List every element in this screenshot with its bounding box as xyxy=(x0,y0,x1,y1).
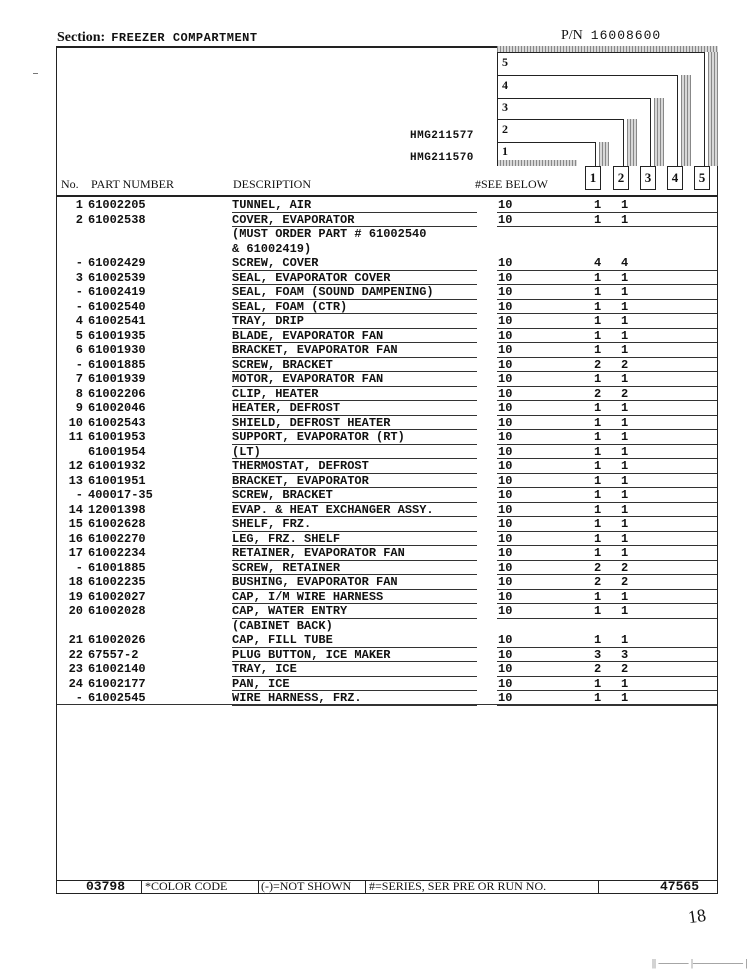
step-label-5: 5 xyxy=(502,55,508,69)
series-box-5: 5 xyxy=(694,166,710,190)
table-row xyxy=(57,517,717,532)
series: 10 xyxy=(498,444,513,459)
part-number: 61002545 xyxy=(88,691,146,705)
quantity-model-1: 1 xyxy=(594,546,602,560)
description: BLADE, EVAPORATOR FAN xyxy=(232,328,384,343)
table-row xyxy=(57,575,717,590)
table-row xyxy=(57,198,717,213)
table-row xyxy=(57,227,717,242)
quantity-model-2: 2 xyxy=(621,386,629,401)
part-number: 61002270 xyxy=(88,531,146,546)
table-row xyxy=(57,604,717,619)
quantity-model-1: 1 xyxy=(594,430,602,444)
table-row xyxy=(57,488,717,503)
series: 10 xyxy=(498,546,513,560)
quantity-model-2: 1 xyxy=(621,343,629,357)
table-row xyxy=(57,633,717,648)
item-number: 2 xyxy=(75,212,83,227)
series: 10 xyxy=(498,198,513,212)
part-number: 61002177 xyxy=(88,676,146,691)
quantity-model-2: 1 xyxy=(621,198,629,212)
quantity-model-1: 1 xyxy=(594,444,602,459)
description: EVAP. & HEAT EXCHANGER ASSY. xyxy=(232,502,434,517)
footer-divider xyxy=(258,880,259,894)
quantity-model-1: 3 xyxy=(594,647,602,662)
item-number: - xyxy=(75,256,83,270)
description: PLUG BUTTON, ICE MAKER xyxy=(232,647,391,662)
table-end-rule xyxy=(57,704,717,705)
table-row xyxy=(57,401,717,416)
part-number: 61001953 xyxy=(88,430,146,444)
table-row xyxy=(57,459,717,474)
part-number: 61001939 xyxy=(88,372,146,386)
item-number: 7 xyxy=(75,372,83,386)
quantity-model-1: 1 xyxy=(594,198,602,212)
description: CAP, FILL TUBE xyxy=(232,633,333,647)
item-number: 17 xyxy=(68,546,83,560)
table-row xyxy=(57,430,717,445)
quantity-model-1: 1 xyxy=(594,604,602,618)
item-number: 10 xyxy=(68,415,83,430)
part-number: 61001930 xyxy=(88,343,146,357)
series: 10 xyxy=(498,415,513,430)
series: 10 xyxy=(498,662,513,676)
quantity-model-1: 1 xyxy=(594,459,602,473)
description: (LT) xyxy=(232,444,261,459)
series: 10 xyxy=(498,647,513,662)
quantity-model-1: 1 xyxy=(594,270,602,285)
table-row xyxy=(57,256,717,271)
description: MOTOR, EVAPORATOR FAN xyxy=(232,372,384,386)
item-number: 12 xyxy=(68,459,83,473)
part-number: 61001885 xyxy=(88,357,146,372)
series: 10 xyxy=(498,459,513,473)
column-header-part-number: PART NUMBER xyxy=(91,177,174,191)
description: LEG, FRZ. SHELF xyxy=(232,531,341,546)
description: SEAL, FOAM (SOUND DAMPENING) xyxy=(232,285,434,299)
series: 10 xyxy=(498,299,513,314)
series: 10 xyxy=(498,430,513,444)
description: & 61002419) xyxy=(232,241,312,256)
series: 10 xyxy=(498,212,513,227)
item-number: - xyxy=(75,691,83,705)
part-number: 61002234 xyxy=(88,546,146,560)
quantity-model-2: 1 xyxy=(621,299,629,314)
part-number: 61002235 xyxy=(88,575,146,589)
quantity-model-1: 1 xyxy=(594,415,602,430)
part-number: 61002541 xyxy=(88,314,146,328)
description: SCREW, COVER xyxy=(232,256,319,270)
footer-date-code: 03798 xyxy=(86,879,126,894)
table-row xyxy=(57,372,717,387)
quantity-model-2: 2 xyxy=(621,357,629,372)
part-number: 61002205 xyxy=(88,198,146,212)
item-number: 8 xyxy=(75,386,83,401)
part-number: 61001885 xyxy=(88,560,146,575)
quantity-model-2: 4 xyxy=(621,256,629,270)
part-number: 61002628 xyxy=(88,517,146,531)
quantity-model-2: 1 xyxy=(621,270,629,285)
quantity-model-1: 2 xyxy=(594,386,602,401)
item-number: 16 xyxy=(68,531,83,546)
quantity-model-1: 1 xyxy=(594,517,602,531)
quantity-model-2: 1 xyxy=(621,488,629,502)
part-number: 12001398 xyxy=(88,502,146,517)
table-row xyxy=(57,387,717,402)
item-number: - xyxy=(75,299,83,314)
item-number: 6 xyxy=(75,343,83,357)
quantity-model-1: 1 xyxy=(594,473,602,488)
series: 10 xyxy=(498,386,513,401)
table-row xyxy=(57,619,717,634)
footer-divider xyxy=(141,880,142,894)
item-number: 22 xyxy=(68,647,83,662)
quantity-model-2: 1 xyxy=(621,459,629,473)
description: BUSHING, EVAPORATOR FAN xyxy=(232,575,398,589)
quantity-model-1: 1 xyxy=(594,299,602,314)
quantity-model-1: 2 xyxy=(594,575,602,589)
item-number: 20 xyxy=(68,604,83,618)
quantity-model-2: 1 xyxy=(621,546,629,560)
table-row xyxy=(57,546,717,561)
scan-edge-marks: || ——— |————— | xyxy=(652,958,748,969)
part-number: 61002429 xyxy=(88,256,146,270)
series: 10 xyxy=(498,517,513,531)
quantity-model-1: 1 xyxy=(594,328,602,343)
description: TRAY, DRIP xyxy=(232,314,305,328)
quantity-model-1: 2 xyxy=(594,662,602,676)
item-number: 23 xyxy=(68,662,83,676)
part-number: 61001951 xyxy=(88,473,146,488)
quantity-model-2: 1 xyxy=(621,328,629,343)
series: 10 xyxy=(498,560,513,575)
table-row xyxy=(57,532,717,547)
table-row xyxy=(57,300,717,315)
quantity-model-2: 1 xyxy=(621,604,629,618)
item-number: - xyxy=(75,285,83,299)
handwritten-page-number: 18 xyxy=(686,904,708,928)
step-label-2: 2 xyxy=(502,122,508,136)
quantity-model-2: 1 xyxy=(621,430,629,444)
description: TUNNEL, AIR xyxy=(232,198,312,212)
quantity-model-2: 2 xyxy=(621,575,629,589)
series: 10 xyxy=(498,270,513,285)
quantity-model-1: 1 xyxy=(594,691,602,705)
series: 10 xyxy=(498,488,513,502)
model-label-2: HMG211570 xyxy=(410,152,474,164)
quantity-model-1: 1 xyxy=(594,531,602,546)
footer-series-note: #=SERIES, SER PRE OR RUN NO. xyxy=(369,879,547,893)
part-number: 61002539 xyxy=(88,270,146,285)
part-number: 61002140 xyxy=(88,662,146,676)
description: SHIELD, DEFROST HEATER xyxy=(232,415,391,430)
description: PAN, ICE xyxy=(232,676,290,691)
quantity-model-1: 4 xyxy=(594,256,602,270)
item-number: 18 xyxy=(68,575,83,589)
table-row xyxy=(57,358,717,373)
step-label-3: 3 xyxy=(502,100,508,114)
item-number: - xyxy=(75,357,83,372)
item-number: 9 xyxy=(75,401,83,415)
series: 10 xyxy=(498,473,513,488)
part-number: 400017-35 xyxy=(88,488,153,502)
table-row xyxy=(57,561,717,576)
table-row xyxy=(57,416,717,431)
item-number: 11 xyxy=(68,430,83,444)
table-row xyxy=(57,329,717,344)
section-label: Section: xyxy=(57,30,106,45)
part-number: 61002419 xyxy=(88,285,146,299)
description: RETAINER, EVAPORATOR FAN xyxy=(232,546,405,560)
part-number: 61002538 xyxy=(88,212,146,227)
quantity-model-2: 1 xyxy=(621,314,629,328)
quantity-model-1: 1 xyxy=(594,502,602,517)
part-number: 61002543 xyxy=(88,415,146,430)
description: SCREW, RETAINER xyxy=(232,560,341,575)
column-header-no: No. xyxy=(61,177,79,191)
column-header-series: #SEE BELOW xyxy=(475,177,548,191)
pn-value: 16008600 xyxy=(590,28,662,43)
quantity-model-1: 1 xyxy=(594,212,602,227)
quantity-model-2: 1 xyxy=(621,401,629,415)
description: SCREW, BRACKET xyxy=(232,488,333,502)
description: BRACKET, EVAPORATOR FAN xyxy=(232,343,398,357)
quantity-model-1: 1 xyxy=(594,633,602,647)
description: CLIP, HEATER xyxy=(232,386,319,401)
footer-document-number: 47565 xyxy=(660,879,700,894)
series: 10 xyxy=(498,343,513,357)
quantity-model-2: 1 xyxy=(621,633,629,647)
series: 10 xyxy=(498,531,513,546)
quantity-model-2: 1 xyxy=(621,517,629,531)
series: 10 xyxy=(498,502,513,517)
series: 10 xyxy=(498,633,513,647)
series: 10 xyxy=(498,604,513,618)
quantity-model-2: 1 xyxy=(621,589,629,604)
quantity-model-1: 1 xyxy=(594,343,602,357)
section-heading xyxy=(57,30,258,46)
series-box-4: 4 xyxy=(667,166,683,190)
series: 10 xyxy=(498,256,513,270)
description: COVER, EVAPORATOR xyxy=(232,212,355,227)
quantity-model-1: 1 xyxy=(594,488,602,502)
series-box-1: 1 xyxy=(585,166,601,190)
table-row xyxy=(57,662,717,677)
item-number: 15 xyxy=(68,517,83,531)
table-row xyxy=(57,213,717,228)
table-row xyxy=(57,677,717,692)
section-value: FREEZER COMPARTMENT xyxy=(111,31,258,45)
description: CAP, I/M WIRE HARNESS xyxy=(232,589,384,604)
part-number: 67557-2 xyxy=(88,647,139,662)
quantity-model-2: 2 xyxy=(621,662,629,676)
table-row xyxy=(57,285,717,300)
part-number: 61001954 xyxy=(88,444,146,459)
table-row xyxy=(57,343,717,358)
description: (CABINET BACK) xyxy=(232,618,333,633)
parts-table xyxy=(57,198,717,706)
description: HEATER, DEFROST xyxy=(232,401,341,415)
part-number-heading xyxy=(561,28,661,44)
quantity-model-1: 1 xyxy=(594,372,602,386)
item-number: 3 xyxy=(75,270,83,285)
item-number: 21 xyxy=(68,633,83,647)
series: 10 xyxy=(498,691,513,705)
quantity-model-2: 1 xyxy=(621,691,629,705)
table-row xyxy=(57,271,717,286)
series: 10 xyxy=(498,328,513,343)
description: SCREW, BRACKET xyxy=(232,357,333,372)
quantity-model-2: 1 xyxy=(621,372,629,386)
table-row xyxy=(57,474,717,489)
series-step-1 xyxy=(497,142,596,166)
series: 10 xyxy=(498,676,513,691)
pn-label: P/N xyxy=(561,28,583,43)
description: CAP, WATER ENTRY xyxy=(232,604,348,618)
series-box-2: 2 xyxy=(613,166,629,190)
part-number: 61002026 xyxy=(88,633,146,647)
table-row xyxy=(57,503,717,518)
quantity-model-2: 1 xyxy=(621,531,629,546)
series-box-3: 3 xyxy=(640,166,656,190)
item-number: 5 xyxy=(75,328,83,343)
description: TRAY, ICE xyxy=(232,662,297,676)
description: SHELF, FRZ. xyxy=(232,517,312,531)
column-header-description: DESCRIPTION xyxy=(233,177,312,191)
item-number: 4 xyxy=(75,314,83,328)
table-row xyxy=(57,648,717,663)
part-number: 61002046 xyxy=(88,401,146,415)
item-number: 24 xyxy=(68,676,83,691)
item-number: 13 xyxy=(68,473,83,488)
quantity-model-2: 1 xyxy=(621,502,629,517)
footer-divider xyxy=(365,880,366,894)
table-row xyxy=(57,242,717,257)
quantity-model-2: 1 xyxy=(621,212,629,227)
quantity-model-1: 1 xyxy=(594,285,602,299)
footer-color-code: *COLOR CODE xyxy=(145,879,228,893)
series: 10 xyxy=(498,575,513,589)
series: 10 xyxy=(498,589,513,604)
quantity-model-1: 2 xyxy=(594,560,602,575)
item-number: - xyxy=(75,560,83,575)
quantity-model-1: 1 xyxy=(594,676,602,691)
part-number: 61002206 xyxy=(88,386,146,401)
table-row xyxy=(57,590,717,605)
description: WIRE HARNESS, FRZ. xyxy=(232,691,362,705)
step-label-4: 4 xyxy=(502,78,508,92)
description: SEAL, EVAPORATOR COVER xyxy=(232,270,391,285)
part-number: 61002028 xyxy=(88,604,146,618)
part-number: 61002540 xyxy=(88,299,146,314)
quantity-model-1: 1 xyxy=(594,589,602,604)
table-row xyxy=(57,445,717,460)
item-number: - xyxy=(75,488,83,502)
description: BRACKET, EVAPORATOR xyxy=(232,473,369,488)
table-row xyxy=(57,314,717,329)
quantity-model-2: 1 xyxy=(621,415,629,430)
series: 10 xyxy=(498,285,513,299)
footer-divider xyxy=(598,880,599,894)
item-number: 1 xyxy=(75,198,83,212)
quantity-model-2: 2 xyxy=(621,560,629,575)
quantity-model-2: 1 xyxy=(621,285,629,299)
series: 10 xyxy=(498,357,513,372)
diagram-shading-right xyxy=(708,52,718,166)
model-label-1: HMG211577 xyxy=(410,130,474,142)
quantity-model-2: 1 xyxy=(621,444,629,459)
series: 10 xyxy=(498,401,513,415)
column-header-rule xyxy=(56,195,718,197)
series: 10 xyxy=(498,372,513,386)
step-label-1: 1 xyxy=(502,144,508,158)
part-number: 61001935 xyxy=(88,328,146,343)
description: SUPPORT, EVAPORATOR (RT) xyxy=(232,430,405,444)
series: 10 xyxy=(498,314,513,328)
quantity-model-2: 3 xyxy=(621,647,629,662)
quantity-model-1: 2 xyxy=(594,357,602,372)
part-number: 61001932 xyxy=(88,459,146,473)
description: (MUST ORDER PART # 61002540 xyxy=(232,227,427,241)
description: SEAL, FOAM (CTR) xyxy=(232,299,348,314)
quantity-model-2: 1 xyxy=(621,473,629,488)
description: THERMOSTAT, DEFROST xyxy=(232,459,369,473)
item-number: 14 xyxy=(68,502,83,517)
item-number: 19 xyxy=(68,589,83,604)
footer-not-shown: (-)=NOT SHOWN xyxy=(261,879,352,893)
quantity-model-2: 1 xyxy=(621,676,629,691)
quantity-model-1: 1 xyxy=(594,314,602,328)
margin-tick xyxy=(33,73,38,74)
quantity-model-1: 1 xyxy=(594,401,602,415)
part-number: 61002027 xyxy=(88,589,146,604)
